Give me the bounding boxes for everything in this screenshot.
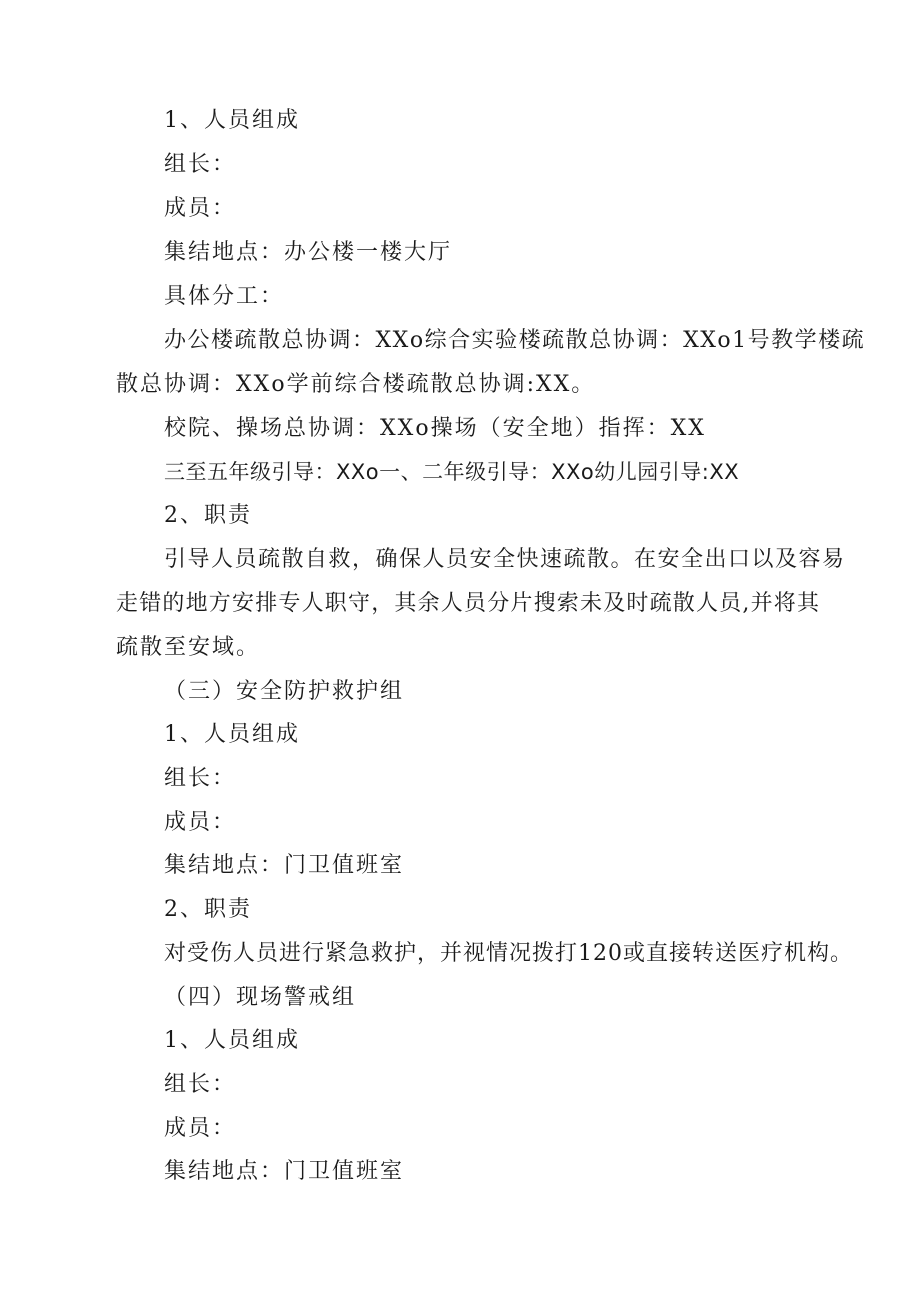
assembly-point-2: 集结地点：门卫值班室	[164, 853, 405, 878]
leader-label-3: 组长：	[164, 1072, 237, 1097]
duty-heading-2: 2、职责	[164, 897, 252, 922]
duty-text-line-3: 疏散至安域。	[116, 635, 261, 660]
assembly-point-3: 集结地点：门卫值班室	[164, 1159, 405, 1184]
section-heading-3: （三）安全防护救护组	[164, 679, 405, 704]
duty-heading-1: 2、职责	[164, 503, 252, 528]
leader-label-1: 组长：	[164, 152, 237, 177]
duty-text-line-2: 走错的地方安排专人职守，其余人员分片搜索未及时疏散人员,并将其	[116, 591, 821, 616]
leader-label-2: 组长：	[164, 766, 237, 791]
members-label-2: 成员：	[164, 810, 237, 835]
members-label-1: 成员：	[164, 196, 237, 221]
guide-line: 三至五年级引导：XXo一、二年级引导：XXo幼儿园引导:XX	[164, 460, 740, 484]
duty-text-rescue: 对受伤人员进行紧急救护，并视情况拨打120或直接转送医疗机构。	[164, 941, 853, 966]
section-heading-4: （四）现场警戒组	[164, 985, 357, 1010]
division-line-2: 散总协调：XXo学前综合楼疏散总协调:XX。	[116, 372, 596, 397]
assembly-point-1: 集结地点：办公楼一楼大厅	[164, 240, 453, 265]
heading-personnel-1: 1、人员组成	[164, 108, 300, 133]
members-label-3: 成员：	[164, 1116, 237, 1141]
division-label: 具体分工：	[164, 284, 285, 309]
heading-personnel-2: 1、人员组成	[164, 722, 300, 747]
duty-text-line-1: 引导人员疏散自救，确保人员安全快速疏散。在安全出口以及容易	[164, 547, 846, 572]
heading-personnel-3: 1、人员组成	[164, 1028, 300, 1053]
coordination-line: 校院、操场总协调：XXo操场（安全地）指挥：XX	[164, 416, 706, 441]
division-line-1: 办公楼疏散总协调：XXo综合实验楼疏散总协调：XXo1号教学楼疏	[164, 328, 866, 353]
